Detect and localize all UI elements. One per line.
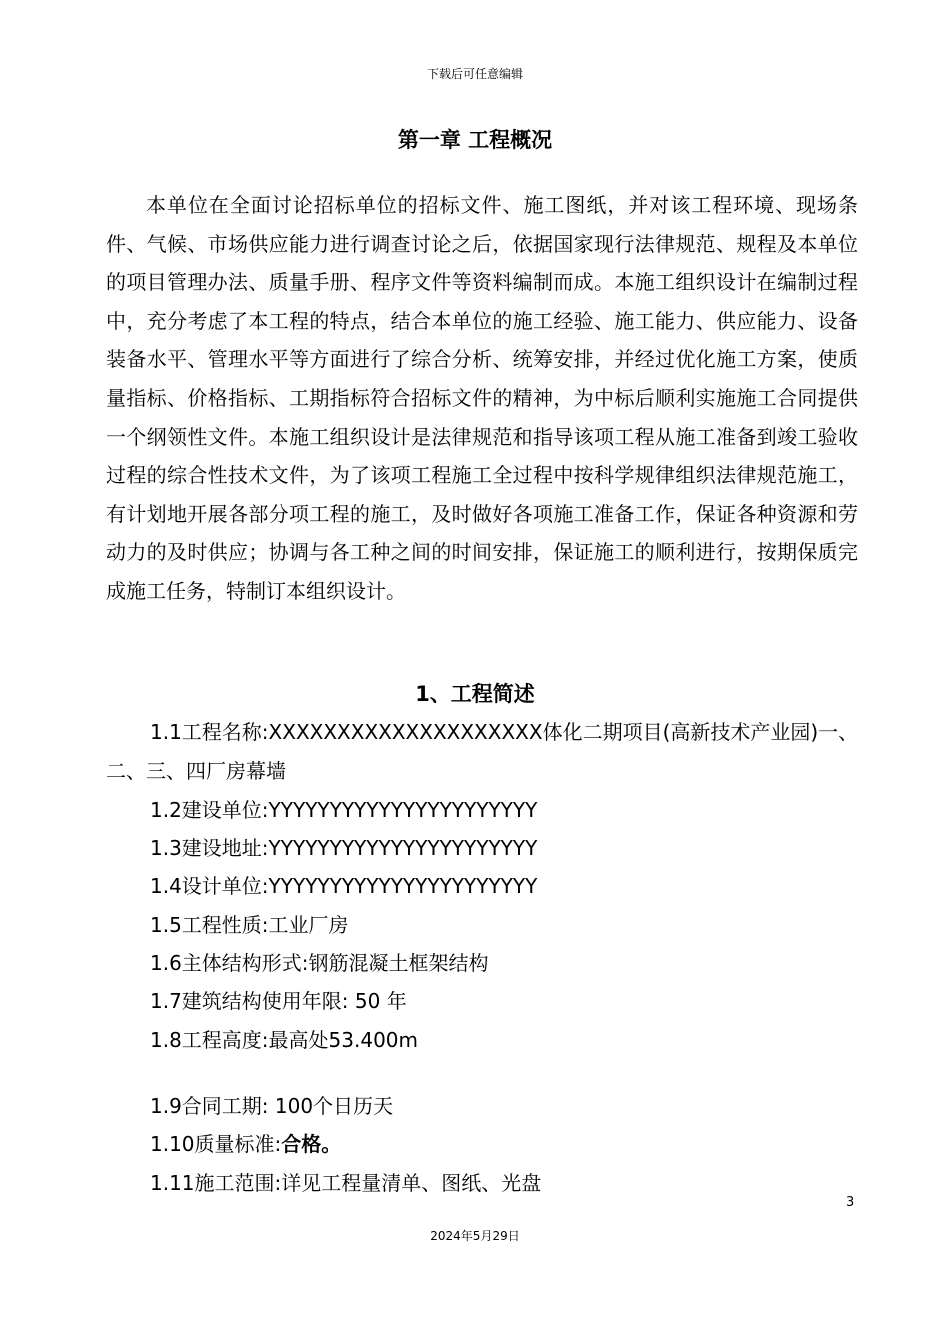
page-number: 3: [846, 1195, 855, 1210]
item-quality-value: 合格。: [281, 1132, 342, 1156]
section-title: 1、工程简述: [415, 682, 535, 706]
item-height: 1.8工程高度:最高处53.400m: [150, 1028, 419, 1052]
footer-date: 2024年5月29日: [430, 1229, 520, 1243]
item-address: 1.3建设地址:YYYYYYYYYYYYYYYYYYYYYY: [150, 836, 538, 860]
intro-paragraph: 本单位在全面讨论招标单位的招标文件、施工图纸，并对该工程环境、现场条件、气候、市场供应能力进行调查讨论之后，依据国家现行法律规范、规程及本单位的项目管理办法、质量手册、程序文件等资料编制而成。本施工组织设计在编制过程中，充分考虑了本工程的特点，结合本单位的施工经验、施工能力、供应能力、设备装备水平、管理水平等方面进行了综合分析、统筹安排，并经过优化施工方案，使质量指标、价格指标、工期指标符合招标文件的精神，为中标后顺利实施施工合同提供一个纲领性文件。本施工组织设计是法律规范和指导该项工程从施工准备到竣工验收过程的综合性技术文件，为了该项工程施工全过程中按科学规律组织法律规范施工，有计划地开展各部分项工程的施工，及时做好各项施工准备工作，保证各种资源和劳动力的及时供应；协调与各工种之间的时间安排，保证施工的顺利进行，按期保质完成施工任务，特制订本组织设计。: [106, 193, 858, 603]
item-project-name: 1.1工程名称:XXXXXXXXXXXXXXXXXXXX体化二期项目(高新技术产业园)一、二、三、四厂房幕墙: [106, 720, 859, 783]
header-note: 下载后可任意编辑: [426, 67, 523, 81]
chapter-title: 第一章 工程概况: [397, 128, 553, 152]
item-quality: [150, 1129, 341, 1159]
item-service-life: 1.7建筑结构使用年限: 50 年: [150, 989, 407, 1013]
item-duration: 1.9合同工期: 100个日历天: [150, 1094, 394, 1118]
item-quality-label: 1.10质量标准:: [150, 1132, 282, 1156]
item-structure: 1.6主体结构形式:钢筋混凝土框架结构: [150, 951, 489, 975]
item-client: 1.2建设单位:YYYYYYYYYYYYYYYYYYYYYY: [150, 798, 538, 822]
item-scope: 1.11施工范围:详见工程量清单、图纸、光盘: [150, 1171, 542, 1195]
item-nature: 1.5工程性质:工业厂房: [150, 913, 349, 937]
item-designer: 1.4设计单位:YYYYYYYYYYYYYYYYYYYYYY: [150, 874, 538, 898]
